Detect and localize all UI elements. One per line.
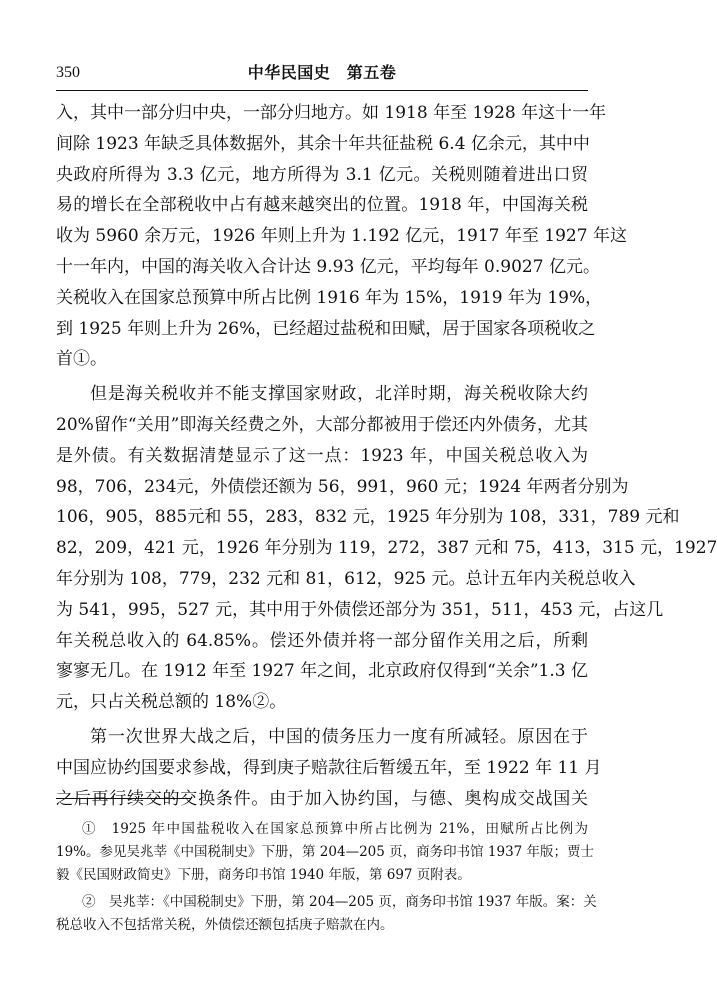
page-header	[56, 62, 588, 88]
footnote-2	[56, 891, 597, 937]
text-line: 收为 5960 余万元，1926 年则上升为 1.192 亿元，1917 年至 1927 年这	[56, 226, 627, 247]
paragraph-2	[56, 379, 717, 718]
text-line: 年关税总收入的 64.85%。偿还外债并将一部分留作关用之后，所剩	[56, 630, 588, 651]
text-line: 但是海关税收并不能支撑国家财政，北洋时期，海关税收除大约	[90, 384, 588, 405]
text-line: 20%留作“关用”即海关经费之外，大部分都被用于偿还内外债务，尤其	[56, 414, 588, 435]
text-line: 寥寥无几。在 1912 年至 1927 年之间，北京政府仅得到“关余”1.3 亿	[56, 661, 588, 682]
text-line: 关税收入在国家总预算中所占比例 1916 年为 15%，1919 年为 19%，	[56, 287, 603, 308]
footnote-1	[56, 818, 595, 887]
footnote-line: ① 1925 年中国盐税收入在国家总预算中所占比例为 21%，田赋所占比例为	[82, 821, 588, 837]
footnote-line: ② 吴兆莘：《中国税制史》下册，第 204—205 页，商务印书馆 1937 年版。案：关	[82, 894, 597, 910]
text-line: 首①。	[56, 349, 107, 370]
text-line: 易的增长在全部税收中占有越来越突出的位置。1918 年，中国海关税	[56, 195, 588, 216]
text-line: 十一年内，中国的海关收入合计达 9.93 亿元，平均每年 0.9027 亿元。	[56, 256, 600, 277]
text-line: 106，905，885元和 55，283，832 元，1925 年分别为 108，331，789 元和	[56, 507, 680, 528]
text-line: 是外债。有关数据清楚显示了这一点：1923 年，中国关税总收入为	[56, 445, 588, 466]
text-line: 98，706，234元，外债偿还额为 56，991，960 元；1924 年两者分别为	[56, 476, 629, 497]
footnote-line: 税总收入不包括常关税，外债偿还额包括庚子赔款在内。	[56, 917, 394, 933]
footnotes	[56, 818, 597, 937]
footnote-line: 毅《民国财政简史》下册，商务印书馆 1940 年版，第 697 页附表。	[56, 867, 471, 883]
body-text	[56, 98, 717, 814]
text-line: 第一次世界大战之后，中国的债务压力一度有所减轻。原因在于	[90, 726, 588, 747]
paragraph-3	[56, 722, 602, 814]
text-line: 82，209，421 元，1926 年分别为 119，272，387 元和 75，413，315 元，1927	[56, 538, 717, 559]
text-line: 中国应协约国要求参战，得到庚子赔款往后暂缓五年，至 1922 年 11 月	[56, 757, 602, 778]
text-line: 元，只占关税总额的 18%②。	[56, 692, 287, 713]
header-rule	[56, 90, 588, 91]
text-line: 入，其中一部分归中央，一部分归地方。如 1918 年至 1928 年这十一年	[56, 103, 607, 123]
page-number: 350	[56, 64, 80, 81]
running-title: 中华民国史 第五卷	[247, 63, 397, 82]
text-line: 之后再行续交的交换条件。由于加入协约国，与德、奥构成交战国关	[56, 788, 588, 809]
text-line: 央政府所得为 3.3 亿元，地方所得为 3.1 亿元。关税则随着进出口贸	[56, 164, 588, 185]
footnote-line: 19%。参见吴兆莘《中国税制史》下册，第 204—205 页，商务印书馆 1937 年版；贾士	[56, 844, 595, 860]
text-line: 间除 1923 年缺乏具体数据外，其余十年共征盐税 6.4 亿余元，其中中	[56, 133, 590, 154]
text-line: 为 541，995，527 元，其中用于外债偿还部分为 351，511，453 元，占这几	[56, 599, 664, 620]
footnote-rule	[56, 798, 191, 799]
text-line: 到 1925 年则上升为 26%，已经超过盐税和田赋，居于国家各项税收之	[56, 318, 596, 339]
text-line: 年分别为 108，779，232 元和 81，612，925 元。总计五年内关税总收入	[56, 568, 636, 589]
paragraph-1	[56, 98, 627, 375]
